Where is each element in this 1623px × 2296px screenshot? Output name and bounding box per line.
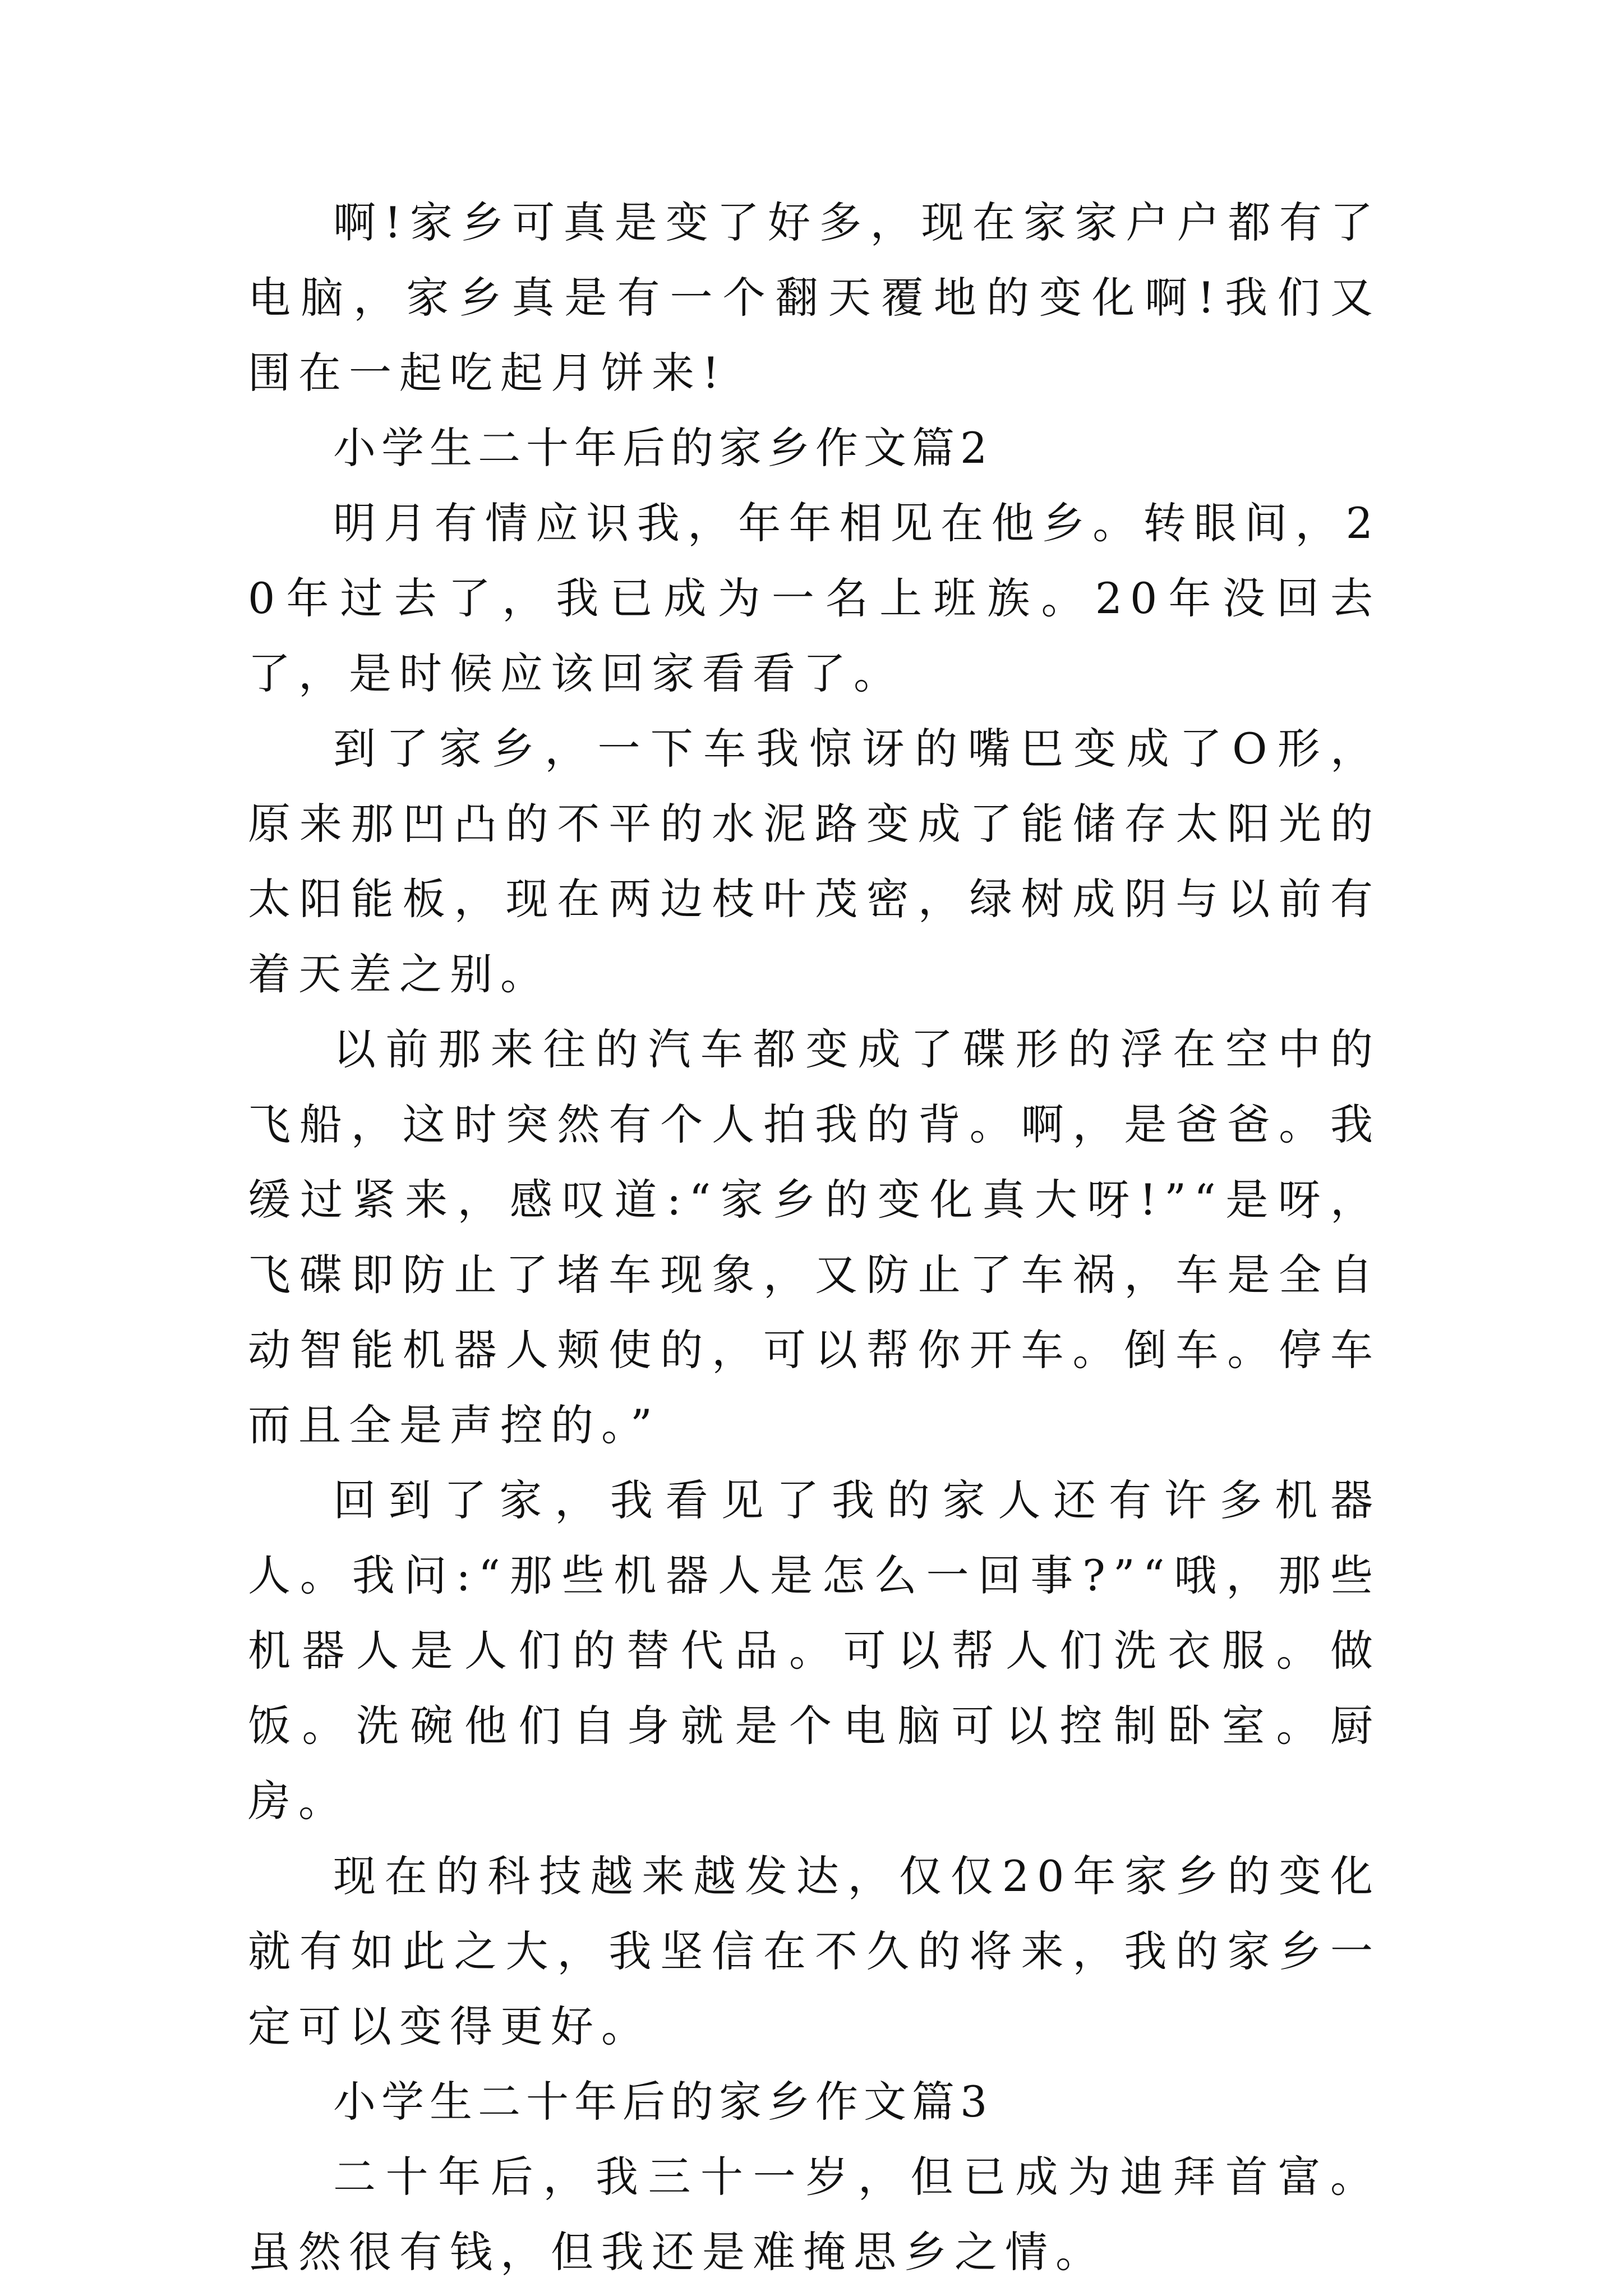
section-heading: 小学生二十年后的家乡作文篇2 — [333, 423, 993, 473]
paragraph: 明月有情应识我，年年相见在他乡。转眼间，20年过去了，我已成为一名上班族。20年没回去了，是时候应该回家看看了。 — [248, 498, 1381, 698]
document-page — [248, 185, 1381, 2290]
paragraph: 以前那来往的汽车都变成了碟形的浮在空中的飞船，这时突然有个人拍我的背。啊，是爸爸。我缓过紧来，感叹道:“家乡的变化真大呀!”“是呀，飞碟即防止了堵车现象，又防止了车祸，车是全自动智能机器人颊使的，可以帮你开车。倒车。停车而且全是声控的。” — [248, 1024, 1381, 1450]
paragraph: 啊!家乡可真是变了好多，现在家家户户都有了电脑，家乡真是有一个翻天覆地的变化啊!我们又围在一起吃起月饼来! — [248, 197, 1381, 398]
paragraph: 到了家乡，一下车我惊讶的嘴巴变成了O形，原来那凹凸的不平的水泥路变成了能储存太阳光的太阳能板，现在两边枝叶茂密，绿树成阴与以前有着天差之别。 — [248, 724, 1381, 999]
paragraph: 二十年后，我三十一岁，但已成为迪拜首富。虽然很有钱，但我还是难掩思乡之情。 — [248, 2152, 1381, 2277]
paragraph: 现在的科技越来越发达，仅仅20年家乡的变化就有如此之大，我坚信在不久的将来，我的家乡一定可以变得更好。 — [248, 1851, 1381, 2051]
paragraph: 回到了家，我看见了我的家人还有许多机器人。我问:“那些机器人是怎么一回事?”“哦，那些机器人是人们的替代品。可以帮人们洗衣服。做饭。洗碗他们自身就是个电脑可以控制卧室。厨房。 — [248, 1475, 1381, 1826]
section-heading: 小学生二十年后的家乡作文篇3 — [333, 2077, 993, 2127]
